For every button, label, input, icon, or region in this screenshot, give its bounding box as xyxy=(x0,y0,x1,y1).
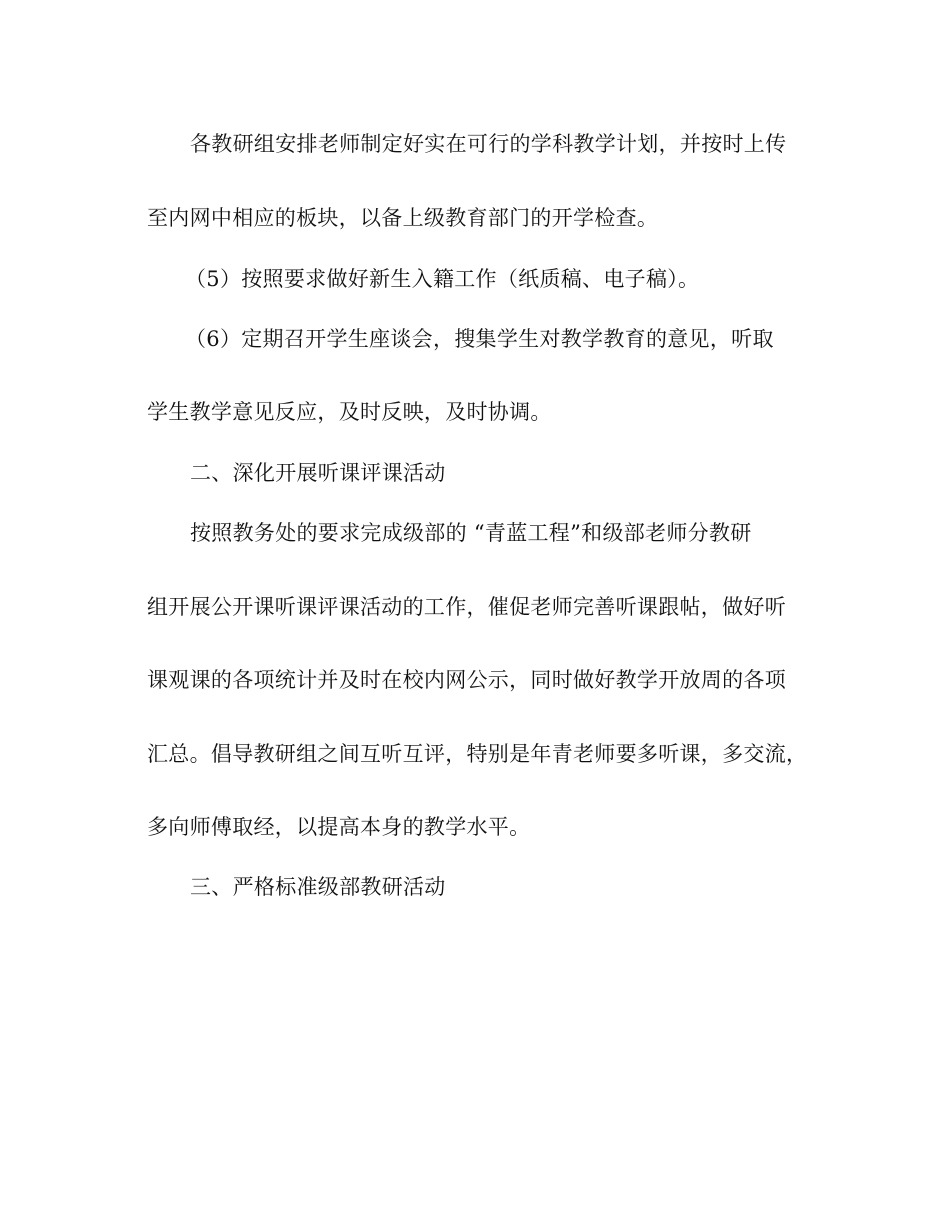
paragraph-line: 组开展公开课听课评课活动的工作，催促老师完善听课跟帖，做好听 xyxy=(147,595,786,619)
paragraph-line: 各教研组安排老师制定好实在可行的学科教学计划，并按时上传 xyxy=(190,132,787,156)
section-heading-2: 二、深化开展听课评课活动 xyxy=(190,461,446,485)
paragraph-line: 按照教务处的要求完成级部的 “青蓝工程”和级部老师分教研 xyxy=(190,521,752,545)
paragraph-line: 汇总。倡导教研组之间互听互评，特别是年青老师要多听课，多交流， xyxy=(147,742,808,766)
paragraph-line: 课观课的各项统计并及时在校内网公示，同时做好教学开放周的各项 xyxy=(147,668,786,692)
section-heading-3: 三、严格标准级部教研活动 xyxy=(190,875,446,899)
list-item-5: （5）按照要求做好新生入籍工作（纸质稿、电子稿）。 xyxy=(185,267,700,291)
list-item-6: （6）定期召开学生座谈会，搜集学生对教学教育的意见，听取 xyxy=(185,327,774,351)
paragraph-line: 学生教学意见反应，及时反映，及时协调。 xyxy=(147,400,552,424)
paragraph-line: 至内网中相应的板块，以备上级教育部门的开学检查。 xyxy=(147,206,659,230)
paragraph-line: 多向师傅取经，以提高本身的教学水平。 xyxy=(147,815,531,839)
